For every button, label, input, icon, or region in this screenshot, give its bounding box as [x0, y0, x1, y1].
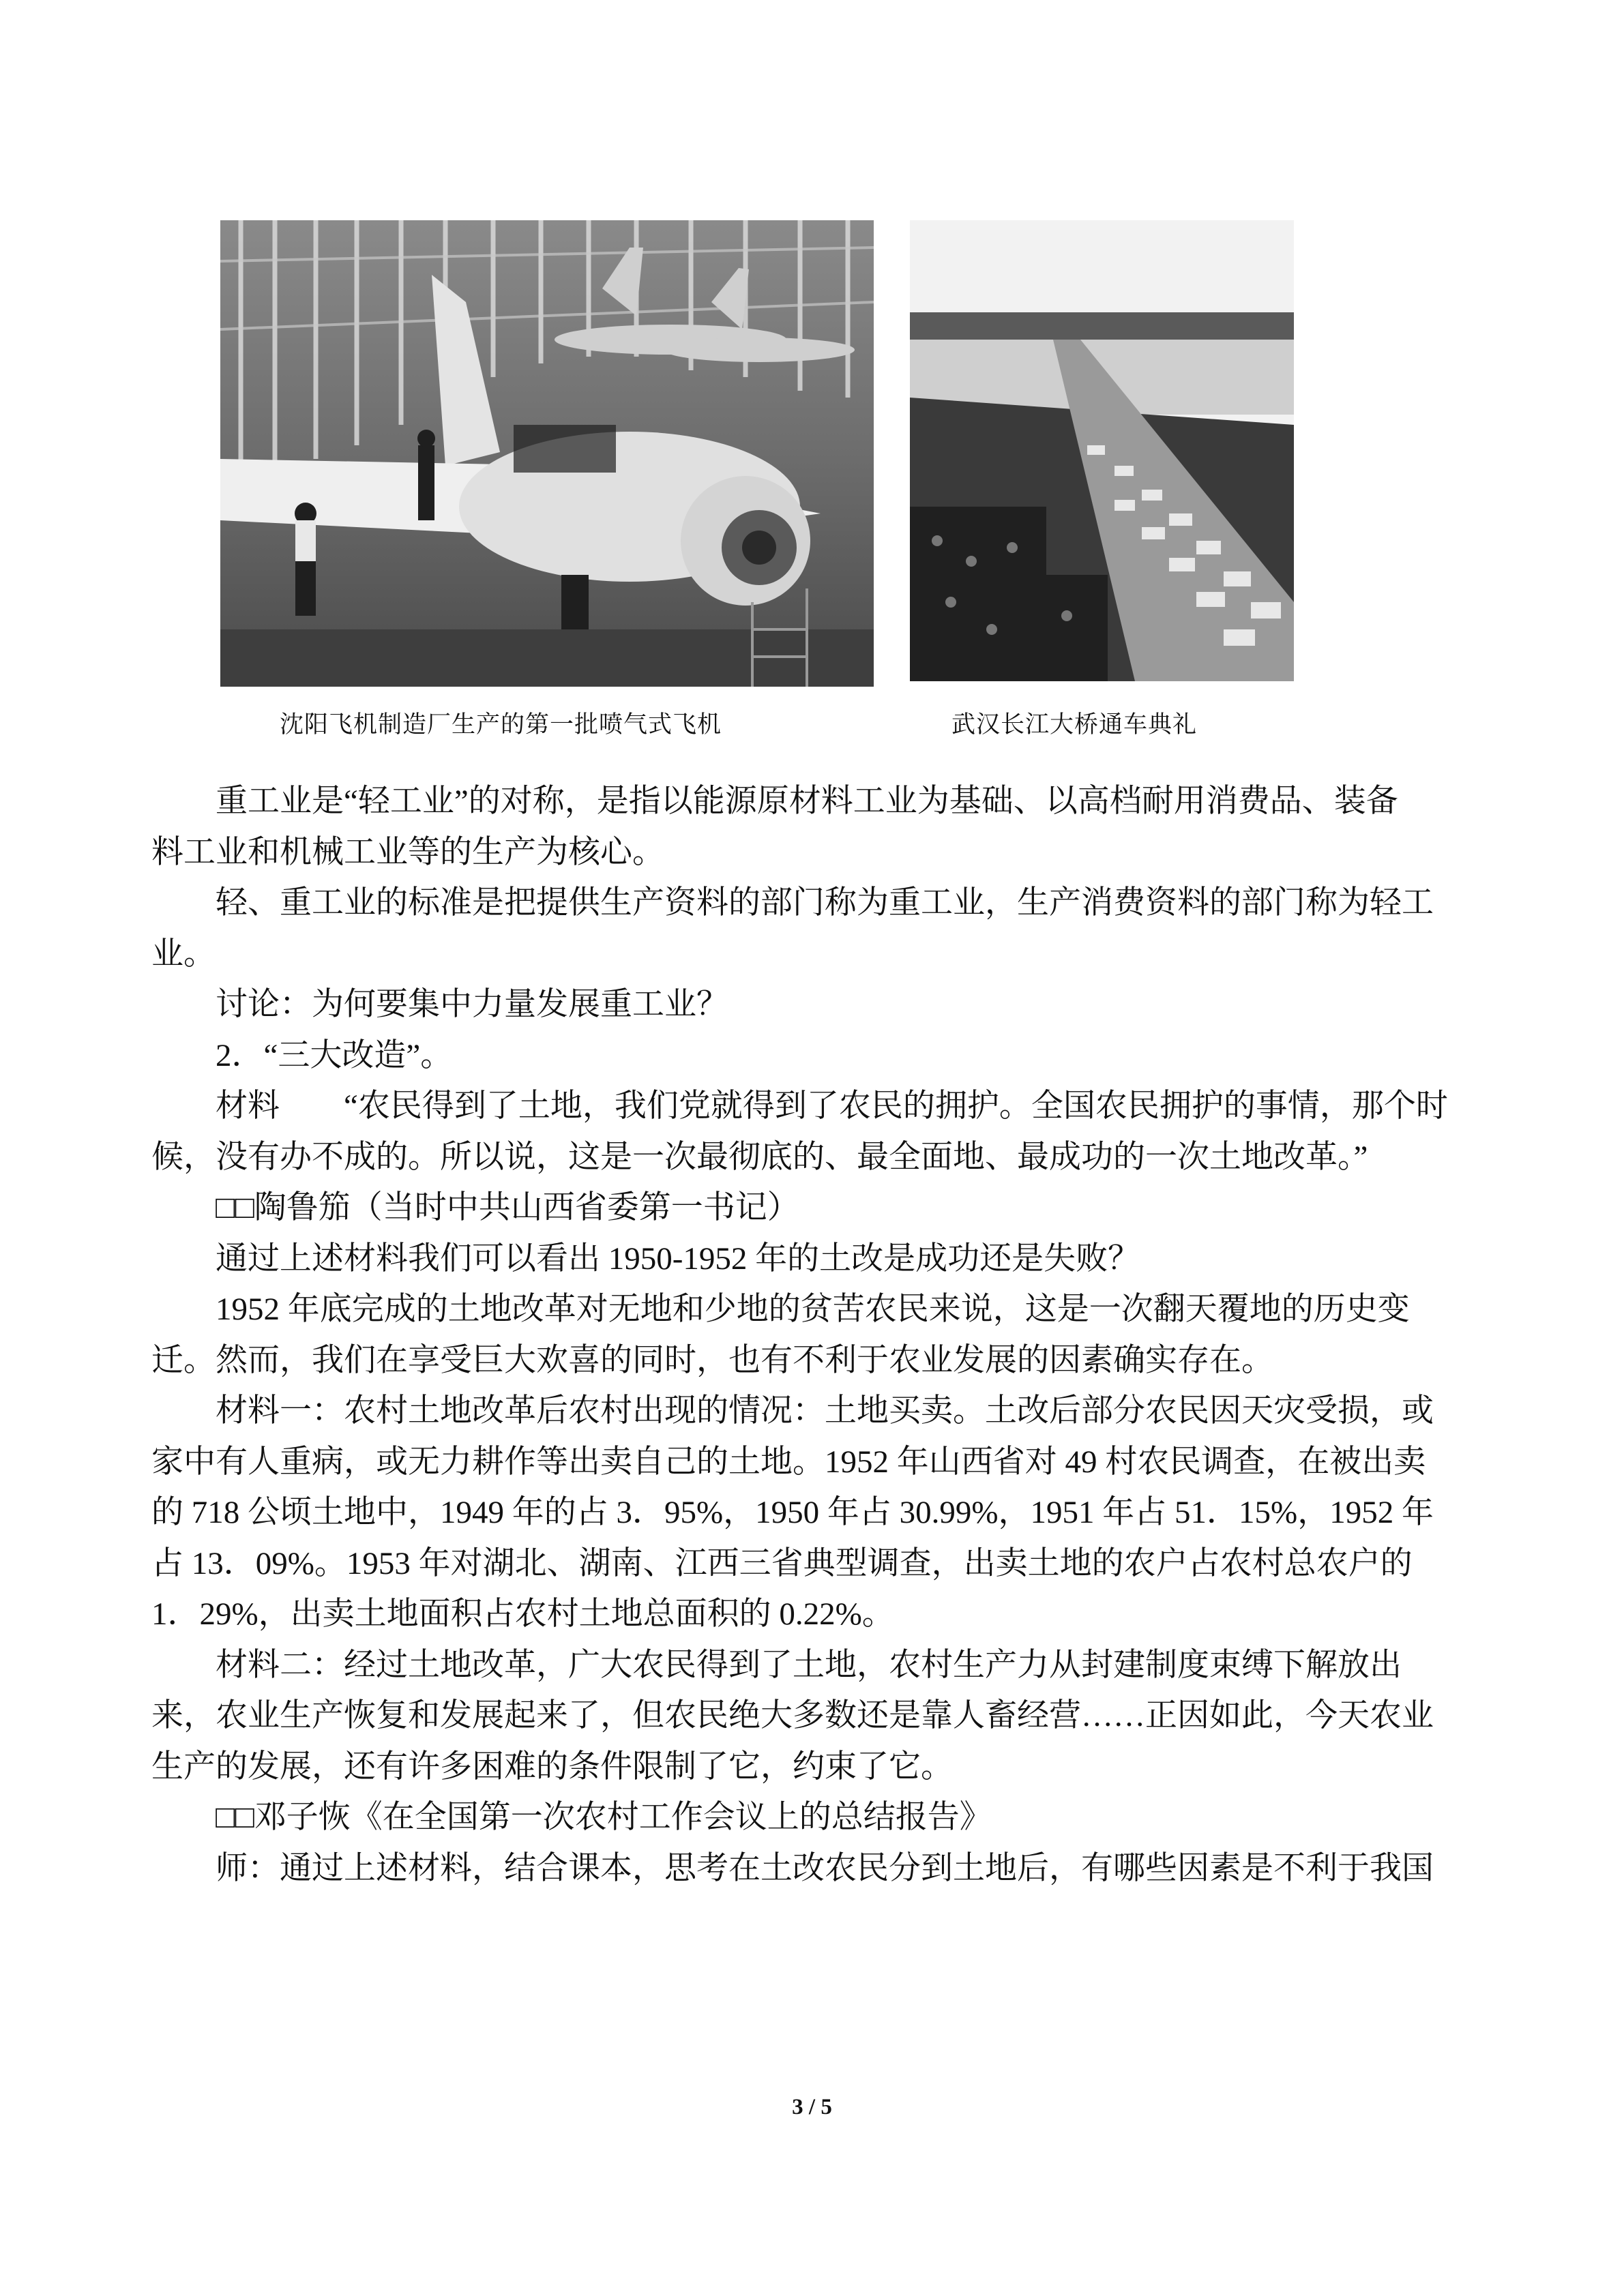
- bridge-ceremony-photo: [910, 220, 1294, 681]
- paragraph-line: 重工业是“轻工业”的对称，是指以能源原材料工业为基础、以高档耐用消费品、装备: [216, 784, 1398, 819]
- page-number: 3 / 5: [792, 2095, 832, 2119]
- paragraph-line: 1952 年底完成的土地改革对无地和少地的贫苦农民来说，这是一次翻天覆地的历史变: [216, 1292, 1410, 1327]
- quote-attribution: □□陶鲁笳（当时中共山西省委第一书记）: [216, 1190, 799, 1225]
- paragraph-line: 占 13．09%。1953 年对湖北、湖南、江西三省典型调查，出卖土地的农户占农村总农户的: [151, 1545, 1413, 1581]
- paragraph-line: 材料一：农村土地改革后农村出现的情况：土地买卖。土改后部分农民因天灾受损，或: [216, 1393, 1434, 1429]
- paragraph-line: 的 718 公顷土地中，1949 年的占 3．95%，1950 年占 30.99%，1951 年占 51．15%，1952 年: [151, 1495, 1434, 1530]
- discussion-question: 讨论：为何要集中力量发展重工业？: [216, 987, 728, 1022]
- paragraph-line: 材料二：经过土地改革，广大农民得到了土地，农村生产力从封建制度束缚下解放出: [216, 1647, 1402, 1683]
- paragraph-line: 轻、重工业的标准是把提供生产资料的部门称为重工业，生产消费资料的部门称为轻工: [216, 885, 1434, 921]
- paragraph-line: 业。: [151, 936, 216, 972]
- left-figure-caption: 沈阳飞机制造厂生产的第一批喷气式飞机: [280, 711, 722, 739]
- jet-factory-photo: [220, 220, 874, 687]
- paragraph-line: 通过上述材料我们可以看出 1950-1952 年的土改是成功还是失败？: [216, 1240, 1140, 1277]
- paragraph-line: 料工业和机械工业等的生产为核心。: [151, 834, 664, 870]
- quote-attribution: □□邓子恢《在全国第一次农村工作会议上的总结报告》: [216, 1800, 992, 1835]
- paragraph-line: 来，农业生产恢复和发展起来了，但农民绝大多数还是靠人畜经营……正因如此，今天农业: [151, 1698, 1434, 1733]
- body-text: [151, 776, 1481, 1894]
- paragraph-line: 候，没有办不成的。所以说，这是一次最彻底的、最全面地、最成功的一次土地改革。”: [151, 1139, 1368, 1175]
- paragraph-line: 生产的发展，还有许多困难的条件限制了它，约束了它。: [151, 1748, 953, 1785]
- paragraph-line: 家中有人重病，或无力耕作等出卖自己的土地。1952 年山西省对 49 村农民调查，在被出卖: [151, 1444, 1426, 1480]
- section-heading: 2．“三大改造”。: [216, 1037, 453, 1073]
- paragraph-line: 迁。然而，我们在享受巨大欢喜的同时，也有不利于农业发展的因素确实存在。: [151, 1342, 1273, 1378]
- paragraph-line: 师：通过上述材料，结合课本，思考在土改农民分到土地后，有哪些因素是不利于我国: [216, 1850, 1434, 1886]
- paragraph-line: 1．29%，出卖土地面积占农村土地总面积的 0.22%。: [151, 1596, 894, 1632]
- right-figure-caption: 武汉长江大桥通车典礼: [951, 711, 1198, 739]
- paragraph-line: 材料 “农民得到了土地，我们党就得到了农民的拥护。全国农民拥护的事情，那个时: [216, 1088, 1448, 1124]
